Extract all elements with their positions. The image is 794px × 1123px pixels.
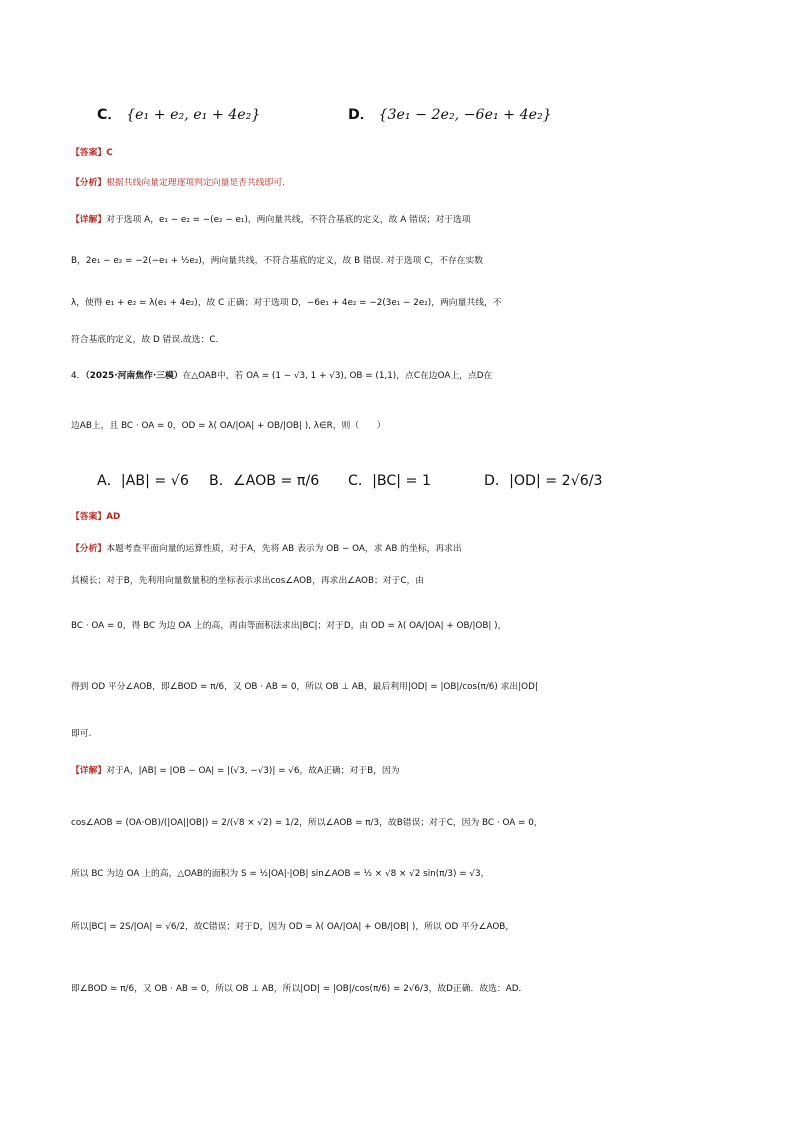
analysis-tag: 【分析】 bbox=[71, 178, 107, 188]
q4-option-d: D．|OD| = 2√6/3 bbox=[484, 473, 603, 489]
q4-analysis-line-2: 其模长；对于B，先利用向量数量积的坐标表示求出cos∠AOB，再求出∠AOB；对于C，由 bbox=[71, 576, 425, 586]
q3-analysis bbox=[71, 172, 794, 194]
q4-detail-line-4: 所以|BC| = 2S/|OA| = √6/2，故C错误；对于D，因为 OD = λ( OA/|OA| + OB/|OB| )，所以 OD 平分∠AOB， bbox=[71, 922, 515, 932]
answer-value: AD bbox=[106, 512, 121, 522]
q4-option-c: C．|BC| = 1 bbox=[348, 473, 431, 489]
q3-answer bbox=[71, 142, 794, 164]
q3-option-d bbox=[348, 104, 552, 124]
q3-detail-line-3: λ，使得 e₁ + e₂ = λ(e₁ + 4e₂)，故 C 正确；对于选项 D，−6e₁ + 4e₂ = −2(3e₁ − 2e₂)，两向量共线，不 bbox=[71, 298, 502, 308]
q4-option-a: A．|AB| = √6 bbox=[97, 473, 189, 489]
q4-detail-line-3: 所以 BC 为边 OA 上的高，△OAB的面积为 S = ½|OA|·|OB| sin∠AOB = ½ × √8 × √2 sin(π/3) = √3， bbox=[71, 869, 490, 879]
q4-stem-line-1 bbox=[71, 365, 794, 387]
answer-value: C bbox=[106, 148, 113, 158]
q4-analysis-line-5: 即可. bbox=[71, 729, 92, 739]
answer-tag: 【答案】 bbox=[71, 512, 107, 522]
q4-detail-line-1 bbox=[71, 760, 794, 782]
answer-tag: 【答案】 bbox=[71, 148, 107, 158]
q4-number: 4． bbox=[71, 371, 86, 381]
detail-tag: 【详解】 bbox=[71, 766, 107, 776]
q4-option-b: B．∠AOB = π/6 bbox=[209, 473, 320, 489]
q4-analysis-text-1: 本题考查平面向量的运算性质，对于A，先将 AB 表示为 OB − OA，求 AB 的坐标，再求出 bbox=[106, 544, 462, 554]
q3-detail-line-2: B，2e₁ − e₂ = −2(−e₁ + ½e₂)，两向量共线，不符合基底的定义，故 B 错误. 对于选项 C，不存在实数 bbox=[71, 256, 484, 266]
q4-detail-line-5: 即∠BOD = π/6，又 OB · AB = 0，所以 OB ⊥ AB，所以|OD| = |OB|/cos(π/6) = 2√6/3，故D正确．故选：AD． bbox=[71, 984, 528, 994]
q4-source: （2025·河南焦作·三模） bbox=[85, 371, 183, 381]
q4-analysis-line-1 bbox=[71, 538, 794, 560]
q4-analysis-line-3: BC · OA = 0，得 BC 为边 OA 上的高，再由等面积法求出|BC|；对于D，由 OD = λ( OA/|OA| + OB/|OB| )， bbox=[71, 621, 507, 631]
analysis-tag: 【分析】 bbox=[71, 544, 107, 554]
q3-option-c bbox=[97, 104, 260, 124]
q4-detail-line-2: cos∠AOB = (OA·OB)/(|OA||OB|) = 2/(√8 × √2) = 1/2，所以∠AOB = π/3，故B错误；对于C，因为 BC · OA = 0， bbox=[71, 818, 543, 828]
q4-stem-text-1: 在△OAB中，若 OA = (1 − √3, 1 + √3), OB = (1,1)，点C在边OA上，点D在 bbox=[182, 371, 493, 381]
q3-detail-line-4: 符合基底的定义，故 D 错误.故选：C. bbox=[71, 335, 219, 345]
detail-tag: 【详解】 bbox=[71, 215, 107, 225]
q4-stem-line-2: 边AB上，且 BC · OA = 0，OD = λ( OA/|OA| + OB/|OB| ), λ∈R，则（ ） bbox=[71, 421, 386, 431]
q4-answer bbox=[71, 506, 794, 528]
q3-detail-text-1: 对于选项 A，e₁ − e₂ = −(e₂ − e₁)，两向量共线，不符合基底的定义，故 A 错误；对于选项 bbox=[106, 215, 471, 225]
q3-option-c-math: {e₁ + e₂, e₁ + 4e₂} bbox=[126, 107, 261, 123]
analysis-text: 根据共线向量定理逐项判定向量是否共线即可. bbox=[106, 178, 285, 188]
q3-option-c-label: C． bbox=[97, 107, 122, 123]
q3-option-d-math: {3e₁ − 2e₂, −6e₁ + 4e₂} bbox=[378, 107, 552, 123]
q3-option-d-label: D． bbox=[348, 107, 374, 123]
q4-detail-text-1: 对于A，|AB| = |OB − OA| = |(√3, −√3)| = √6，故A正确；对于B，因为 bbox=[106, 766, 400, 776]
q3-detail-line-1 bbox=[71, 209, 794, 231]
q4-analysis-line-4: 得到 OD 平分∠AOB，即∠BOD = π/6，又 OB · AB = 0，所以 OB ⊥ AB，最后利用|OD| = |OB|/cos(π/6) 求出|OD| bbox=[71, 682, 538, 692]
